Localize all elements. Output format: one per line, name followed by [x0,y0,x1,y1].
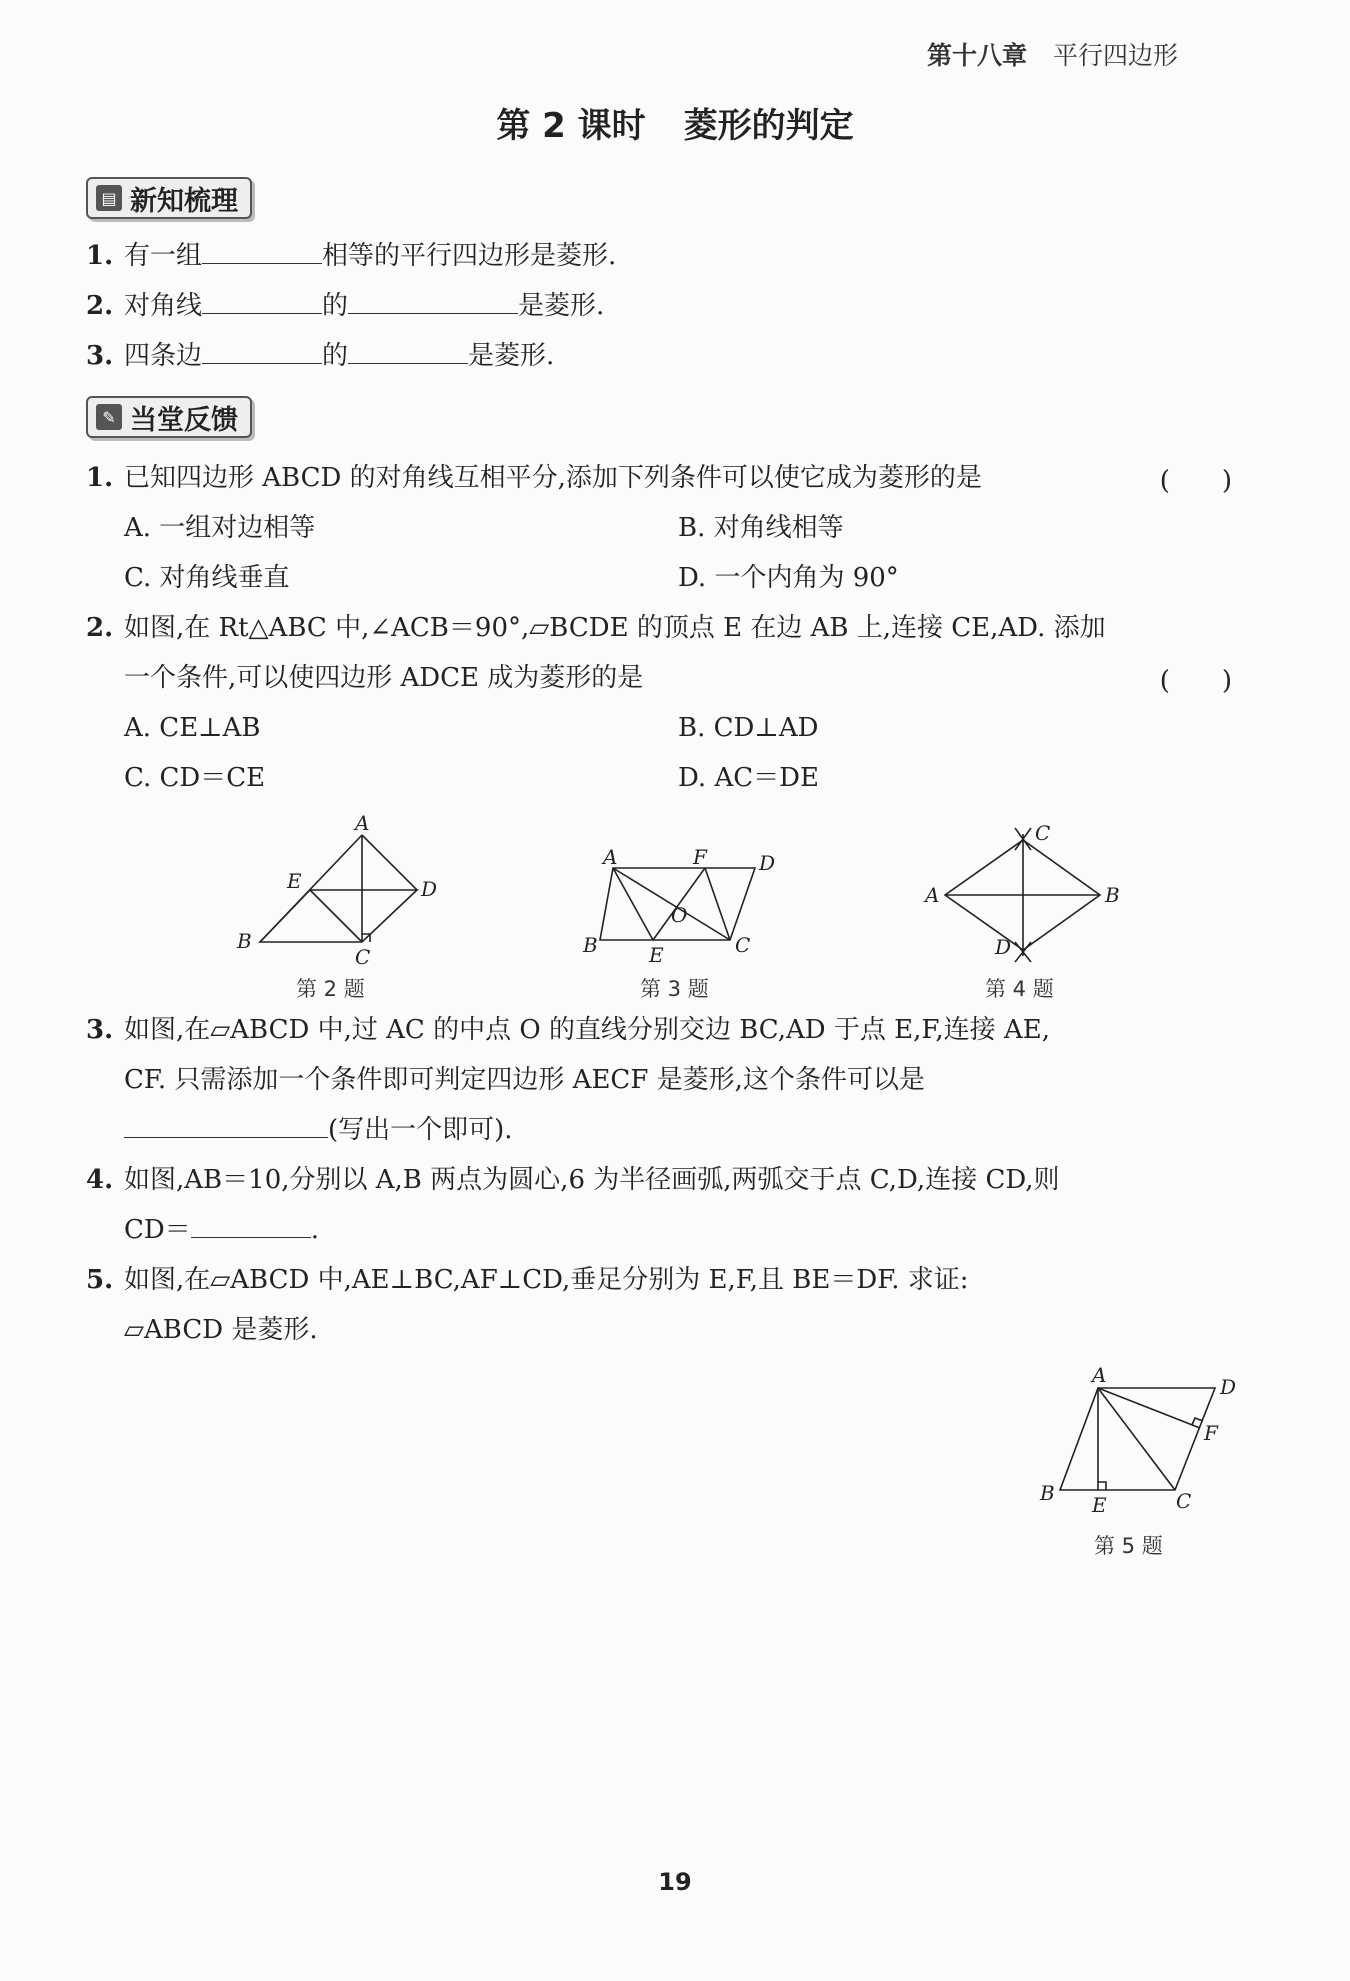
lesson-label: 第 2 课时 [496,106,646,146]
svg-text:B: B [237,929,252,953]
question-3-line2: CF. 只需添加一个条件即可判定四边形 AECF 是菱形,这个条件可以是 [124,1065,925,1095]
figure-caption: 第 4 题 [985,977,1054,1001]
pencil-icon: ✎ [96,404,122,430]
svg-text:C: C [1035,821,1051,845]
section-new-knowledge [86,177,252,219]
question-number: 2. [86,613,114,643]
item-number: 2. [86,291,114,321]
figure-3 [575,840,775,970]
svg-text:E: E [649,943,664,967]
question-number: 4. [86,1165,114,1195]
item-text: 是菱形. [468,341,555,371]
item-text: 的 [322,291,349,321]
figure-caption: 第 3 题 [640,977,709,1001]
option-d[interactable]: D. 一个内角为 90° [678,563,899,593]
figure-caption: 第 2 题 [296,977,365,1001]
knowledge-item-2 [86,288,604,324]
option-b[interactable]: B. 对角线相等 [678,513,844,543]
answer-blank[interactable] [191,1213,311,1238]
item-number: 1. [86,241,114,271]
lesson-name: 菱形的判定 [683,106,854,146]
svg-text:A: A [925,883,940,907]
answer-blank[interactable] [202,239,322,264]
question-text: 如图,AB＝10,分别以 A,B 两点为圆心,6 为半径画弧,两弧交于点 C,D,连接 CD,则 [124,1165,1060,1195]
question-2-line2: 一个条件,可以使四边形 ADCE 成为菱形的是 [124,663,644,693]
svg-text:E: E [1092,1493,1107,1517]
option-a[interactable]: A. 一组对边相等 [124,513,316,543]
question-1 [86,460,982,496]
question-4 [86,1162,1060,1198]
knowledge-item-3 [86,338,554,374]
option-d[interactable]: D. AC＝DE [678,763,819,793]
question-3 [86,1012,1050,1048]
question-3-line3 [124,1112,513,1148]
question-text: 如图,在 Rt△ABC 中,∠ACB＝90°,▱BCDE 的顶点 E 在边 AB 上,连接 CE,AD. 添加 [124,613,1106,643]
question-2 [86,610,1106,646]
svg-text:D: D [421,877,438,901]
item-text: 的 [322,341,349,371]
question-number: 5. [86,1265,114,1295]
svg-text:D: D [1220,1375,1237,1399]
svg-text:A: A [1092,1363,1107,1387]
option-c[interactable]: C. 对角线垂直 [124,563,290,593]
figure-4 [915,820,1135,970]
svg-text:D: D [759,851,775,875]
svg-text:B: B [1040,1481,1055,1505]
svg-text:C: C [735,933,751,957]
chapter-topic: 平行四边形 [1052,41,1178,70]
figure-5 [1030,1358,1250,1528]
answer-blank[interactable] [124,1113,328,1138]
figure-2 [225,810,445,970]
page-title [0,98,1350,147]
answer-parens[interactable]: ( ) [1159,666,1232,696]
question-4-line2 [124,1212,319,1248]
question-text: . [310,1215,320,1245]
item-number: 3. [86,341,114,371]
question-number: 3. [86,1015,114,1045]
question-number: 1. [86,463,114,493]
answer-blank[interactable] [348,339,468,364]
option-a[interactable]: A. CE⊥AB [124,713,261,743]
figure-caption: 第 5 题 [1094,1534,1163,1558]
svg-text:D: D [995,935,1012,959]
item-text: 有一组 [124,241,203,271]
svg-text:A: A [603,845,618,869]
answer-blank[interactable] [348,289,518,314]
option-c[interactable]: C. CD＝CE [124,763,266,793]
page-number: 19 [658,1868,692,1896]
question-text: 如图,在▱ABCD 中,过 AC 的中点 O 的直线分别交边 BC,AD 于点 E,F,连接 AE, [124,1015,1050,1045]
book-icon: ▤ [96,185,122,211]
svg-text:B: B [1105,883,1120,907]
section-title: 新知梳理 [130,185,238,217]
page-header [927,36,1178,72]
item-text: 对角线 [124,291,203,321]
svg-text:A: A [355,811,370,835]
svg-text:F: F [693,845,707,869]
svg-text:C: C [355,945,371,969]
svg-text:C: C [1176,1489,1192,1513]
section-title: 当堂反馈 [130,404,238,436]
question-text: 如图,在▱ABCD 中,AE⊥BC,AF⊥CD,垂足分别为 E,F,且 BE＝DF. 求证: [124,1265,969,1295]
knowledge-item-1 [86,238,616,274]
section-feedback [86,396,252,438]
answer-parens[interactable]: ( ) [1159,466,1232,496]
option-b[interactable]: B. CD⊥AD [678,713,819,743]
svg-text:F: F [1204,1421,1218,1445]
answer-blank[interactable] [202,339,322,364]
item-text: 相等的平行四边形是菱形. [322,241,617,271]
question-5-line2: ▱ABCD 是菱形. [124,1315,318,1345]
item-text: 四条边 [124,341,203,371]
question-5 [86,1262,969,1298]
svg-text:B: B [583,933,598,957]
answer-blank[interactable] [202,289,322,314]
item-text: 是菱形. [518,291,605,321]
question-text: 已知四边形 ABCD 的对角线互相平分,添加下列条件可以使它成为菱形的是 [124,463,982,493]
svg-text:E: E [287,869,302,893]
svg-text:O: O [671,903,688,927]
question-text: (写出一个即可). [328,1115,513,1145]
chapter-label: 第十八章 [926,41,1027,70]
question-text: CD＝ [124,1215,191,1245]
